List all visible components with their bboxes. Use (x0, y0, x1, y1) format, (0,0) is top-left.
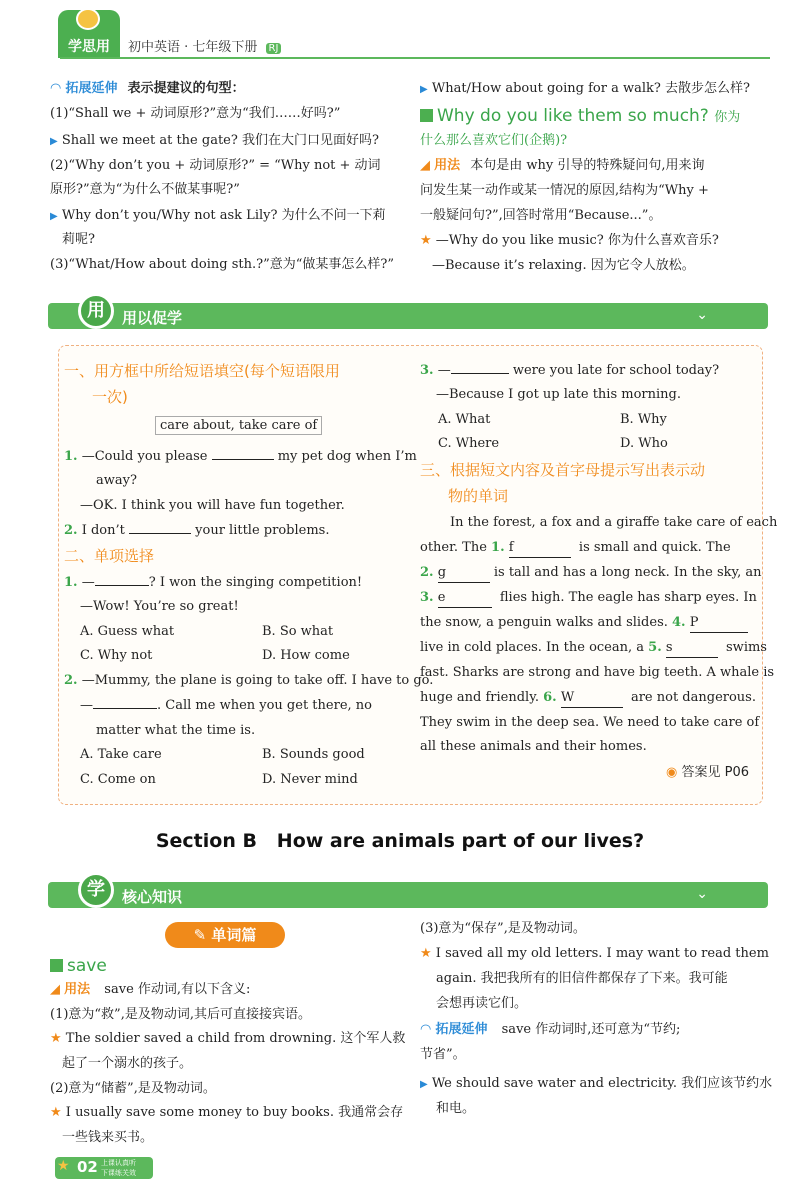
wifi-icon: ◠ (420, 1022, 432, 1037)
header-rule (60, 57, 770, 59)
pen-icon: ◢ (50, 982, 60, 997)
example-line: —Because it’s relaxing. 因为它令人放松。 (432, 258, 695, 273)
chevron-down-icon[interactable]: ⌄ (696, 307, 708, 323)
option[interactable]: D. Who (620, 436, 668, 451)
passage-line: other. The 1. f is small and quick. The (420, 539, 731, 558)
pencil-icon: ✎ (193, 926, 207, 944)
footer-badge (55, 1157, 153, 1179)
section-badge: 用 (78, 293, 114, 329)
choice-question-1: 1. — ? I won the singing competition! (64, 575, 363, 590)
part3-title-cont: 物的单词 (448, 487, 509, 505)
text-line: (3)意为“保存”,是及物动词。 (420, 921, 586, 936)
section-bar-core (48, 879, 768, 908)
option[interactable]: B. Sounds good (262, 747, 365, 762)
text-line: away? (96, 473, 137, 488)
words-tag: ✎ 单词篇 (165, 922, 285, 948)
passage-line: live in cold places. In the ocean, a 5. s swims (420, 639, 767, 658)
passage-line: all these animals and their homes. (420, 739, 647, 754)
wifi-icon: ◠ (50, 81, 62, 96)
passage-line: the snow, a penguin walks and slides. 4. P (420, 614, 748, 633)
pen-icon: ◢ (420, 158, 430, 173)
square-marker-icon (50, 959, 63, 972)
usage-line: ◢ 用法 save 作动词,有以下含义: (50, 982, 251, 997)
footer-slogan-2: 下课练关效 (101, 1169, 136, 1177)
part2-title: 二、单项选择 (64, 547, 155, 565)
passage-line: They swim in the deep sea. We need to take care of (420, 715, 760, 730)
example-line: ★ The soldier saved a child from drowning. 这个军人救 (50, 1031, 406, 1046)
answer-blank[interactable]: f (509, 539, 571, 558)
text-line: (2)意为“储蓄”,是及物动词。 (50, 1081, 216, 1096)
triangle-icon: ▶ (420, 84, 428, 95)
triangle-icon: ▶ (420, 1079, 428, 1090)
text-line: (1)意为“救”,是及物动词,其后可直接接宾语。 (50, 1007, 311, 1022)
section-title: 核心知识 (122, 888, 183, 906)
example-line: ★ I saved all my old letters. I may want to read them (420, 946, 769, 961)
answer-blank[interactable]: e (438, 589, 492, 608)
logo-text: 学思用 (68, 39, 110, 55)
example-line: ▶ We should save water and electricity. 我们应该节约水 (420, 1076, 773, 1091)
text-line: again. 我把我所有的旧信件都保存了下来。我可能 (436, 971, 728, 986)
answer-blank[interactable]: s (666, 639, 718, 658)
section-title: 用以促学 (122, 309, 183, 327)
text-line: (2)“Why don’t you + 动词原形?” = “Why not + 动词 (50, 158, 381, 173)
text-line: 节省”。 (420, 1047, 466, 1062)
chevron-down-icon[interactable]: ⌄ (696, 886, 708, 902)
mascot-icon: ★ (57, 1158, 70, 1174)
star-icon: ★ (50, 1031, 62, 1046)
text-line: (1)“Shall we + 动词原形?”意为“我们……好吗?” (50, 106, 341, 121)
answer-blank[interactable] (451, 373, 509, 374)
passage-line: In the forest, a fox and a giraffe take care of each (450, 515, 778, 530)
answer-blank[interactable] (212, 459, 274, 460)
answer-reference[interactable]: ◉ 答案见 P06 (666, 765, 749, 780)
option[interactable]: D. How come (262, 648, 350, 663)
part3-title: 三、根据短文内容及首字母提示写出表示动 (420, 461, 706, 479)
answer-blank[interactable] (129, 533, 191, 534)
text-line: 一些钱来买书。 (62, 1130, 154, 1145)
edition-badge: RJ (266, 43, 282, 54)
example-line: ▶ What/How about going for a walk? 去散步怎么样? (420, 81, 750, 96)
example-line: ★ I usually save some money to buy books. 我通常会存 (50, 1105, 404, 1120)
option[interactable]: A. Take care (80, 747, 162, 762)
option[interactable]: A. What (438, 412, 491, 427)
usage-line: ◢ 用法 本句是由 why 引导的特殊疑问句,用来询 (420, 158, 705, 173)
choice-question-3: 3. — were you late for school today? (420, 363, 720, 378)
passage-line: 2. g is tall and has a long neck. In the sky, an (420, 564, 762, 583)
option[interactable]: B. So what (262, 624, 334, 639)
phrase-box: care about, take care of (155, 416, 322, 435)
extend-line: ◠ 拓展延伸 save 作动词时,还可意为“节约; (420, 1022, 681, 1037)
word-heading: save (50, 955, 107, 977)
phrase-translation: 什么那么喜欢它们(企鹅)? (420, 133, 568, 148)
book-title: 初中英语 · 七年级下册 RJ (128, 36, 281, 55)
text-line: 一般疑问句?”,回答时常用“Because...”。 (420, 208, 662, 223)
example-line: ▶ Why don’t you/Why not ask Lily? 为什么不问一下莉 (50, 208, 386, 223)
star-icon: ★ (50, 1105, 62, 1120)
text-line: matter what the time is. (96, 723, 256, 738)
text-line: 问发生某一动作或某一情况的原因,结构为“Why + (420, 183, 709, 198)
triangle-icon: ▶ (50, 211, 58, 222)
text-line: 会想再读它们。 (436, 996, 528, 1011)
option[interactable]: B. Why (620, 412, 667, 427)
passage-line: 3. e flies high. The eagle has sharp eyes. In (420, 589, 757, 608)
text-line: 莉呢? (62, 232, 95, 247)
section-b-title: Section B How are animals part of our lives? (155, 830, 645, 852)
text-line: —Wow! You’re so great! (80, 599, 239, 614)
option[interactable]: A. Guess what (80, 624, 175, 639)
star-icon: ★ (420, 233, 432, 248)
triangle-icon: ▶ (50, 136, 58, 147)
answer-blank[interactable] (95, 585, 149, 586)
text-line: (3)“What/How about doing sth.?”意为“做某事怎么样?” (50, 257, 394, 272)
text-line: — . Call me when you get there, no (80, 698, 372, 713)
location-pin-icon: ◉ (666, 765, 678, 780)
part1-title: 一、用方框中所给短语填空(每个短语限用 (64, 362, 340, 380)
text-line: —OK. I think you will have fun together. (80, 498, 345, 513)
square-marker-icon (420, 109, 433, 122)
text-line: 起了一个溺水的孩子。 (62, 1056, 193, 1071)
footer-slogan-1: 上课认真听 (101, 1159, 136, 1167)
extend-heading: ◠ 拓展延伸 表示提建议的句型： (50, 81, 245, 96)
question-1: 1. —Could you please my pet dog when I’m (64, 449, 417, 464)
text-line: 和电。 (436, 1101, 476, 1116)
section-bar-practice (48, 300, 768, 329)
logo-mascot-icon (76, 8, 100, 30)
choice-question-2: 2. —Mummy, the plane is going to take off. I have to go. (64, 673, 434, 688)
answer-blank[interactable]: W (561, 689, 623, 708)
option[interactable]: C. Come on (80, 772, 156, 787)
star-icon: ★ (420, 946, 432, 961)
text-line: —Because I got up late this morning. (436, 387, 681, 402)
page-number: 02 (77, 1158, 98, 1176)
phrase-heading: Why do you like them so much? 你为 (420, 105, 740, 129)
answer-blank[interactable] (93, 708, 157, 709)
option[interactable]: D. Never mind (262, 772, 358, 787)
passage-line: fast. Sharks are strong and have big teeth. A whale is (420, 665, 775, 680)
example-line: ▶ Shall we meet at the gate? 我们在大门口见面好吗? (50, 133, 379, 148)
question-2: 2. I don’t your little problems. (64, 523, 330, 538)
example-line: ★ —Why do you like music? 你为什么喜欢音乐? (420, 233, 719, 248)
answer-blank[interactable]: P (690, 614, 748, 633)
option[interactable]: C. Where (438, 436, 500, 451)
answer-blank[interactable]: g (438, 564, 490, 583)
section-badge: 学 (78, 872, 114, 908)
passage-line: huge and friendly. 6. W are not dangerous. (420, 689, 756, 708)
text-line: 原形?”意为“为什么不做某事呢?” (50, 182, 240, 197)
option[interactable]: C. Why not (80, 648, 153, 663)
part1-title-cont: 一次) (92, 388, 128, 406)
